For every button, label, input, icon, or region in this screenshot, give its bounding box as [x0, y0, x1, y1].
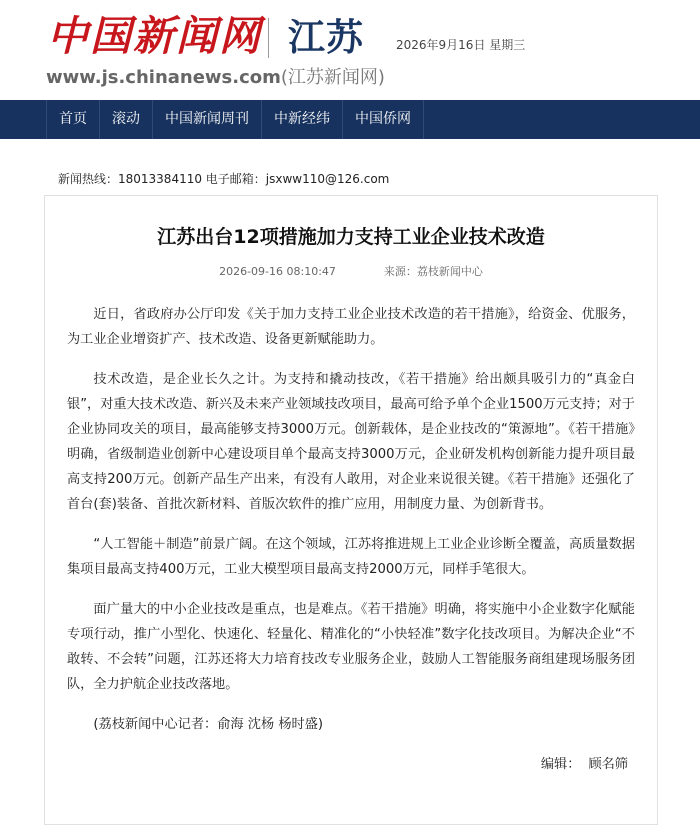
- news-hotline: 新闻热线：18013384110 电子邮箱：jsxww110@126.com: [58, 172, 390, 186]
- article-container: [44, 195, 658, 825]
- site-logo[interactable]: 中国新闻网: [47, 12, 262, 60]
- region-name[interactable]: 江苏: [288, 16, 364, 59]
- site-url-domain: www.js.chinanews.com: [46, 67, 281, 88]
- article-paragraph: 近日，省政府办公厅印发《关于加力支持工业企业技术改造的若干措施》，给资金、优服务，为工业企业增资扩产、技术改造、设备更新赋能助力。: [67, 307, 635, 347]
- article-title: 江苏出台12项措施加力支持工业企业技术改造: [157, 226, 545, 248]
- site-header: [0, 0, 700, 100]
- editor-name: 顾名筛: [588, 757, 628, 772]
- nav-item-rolling[interactable]: 滚动: [100, 100, 153, 139]
- article-meta: [45, 264, 657, 280]
- article-paragraph: “人工智能＋制造”前景广阔。在这个领域，江苏将推进规上工业企业诊断全覆盖，高质量数据集项目最高支持400万元，工业大模型项目最高支持2000万元，同样手笔很大。: [67, 537, 635, 577]
- nav-item-qiaowang[interactable]: 中国侨网: [343, 100, 424, 139]
- article-editor: [67, 753, 635, 772]
- editor-label: 编辑：: [540, 757, 581, 772]
- current-date: 2026年9月16日 星期三: [396, 38, 526, 52]
- article-body: [45, 302, 657, 772]
- article-source: 来源：荔枝新闻中心: [383, 265, 483, 278]
- main-nav: [0, 100, 700, 139]
- nav-item-newsweek[interactable]: 中国新闻周刊: [153, 100, 262, 139]
- article-paragraph: 面广量大的中小企业技改是重点，也是难点。《若干措施》明确，将实施中小企业数字化赋能专项行动，推广小型化、快速化、轻量化、精准化的“小快轻准”数字化技改项目。为解决企业“不敢转、不会转”问题，江苏还将大力培育技改专业服务企业，鼓励人工智能服务商组建现场服务团队，全力护航企业技改落地。: [67, 602, 635, 692]
- article-datetime: 2026-09-16 08:10:47: [219, 265, 336, 278]
- site-url-name: (江苏新闻网): [280, 67, 385, 88]
- nav-item-jingwei[interactable]: 中新经纬: [262, 100, 343, 139]
- article-byline: (荔枝新闻中心记者：俞海 沈杨 杨时盛): [93, 717, 324, 732]
- site-url[interactable]: [46, 65, 385, 91]
- logo-divider: [268, 18, 269, 58]
- article-paragraph: 技术改造，是企业长久之计。为支持和撬动技改，《若干措施》给出颇具吸引力的“真金白银”，对重大技术改造、新兴及未来产业领域技改项目，最高可给予单个企业1500万元支持；对于企业协同攻关的项目，最高能够支持3000万元。创新载体，是企业技改的“策源地”。《若干措施》明确，省级制造业创新中心建设项目单个最高支持3000万元，企业研发机构创新能力提升项目最高支持200万元。创新产品生产出来，有没有人敢用，对企业来说很关键。《若干措施》还强化了首台(套)装备、首批次新材料、首版次软件的推广应用，用制度力量、为创新背书。: [67, 372, 635, 512]
- nav-items: [46, 100, 424, 139]
- nav-item-home[interactable]: 首页: [46, 100, 100, 139]
